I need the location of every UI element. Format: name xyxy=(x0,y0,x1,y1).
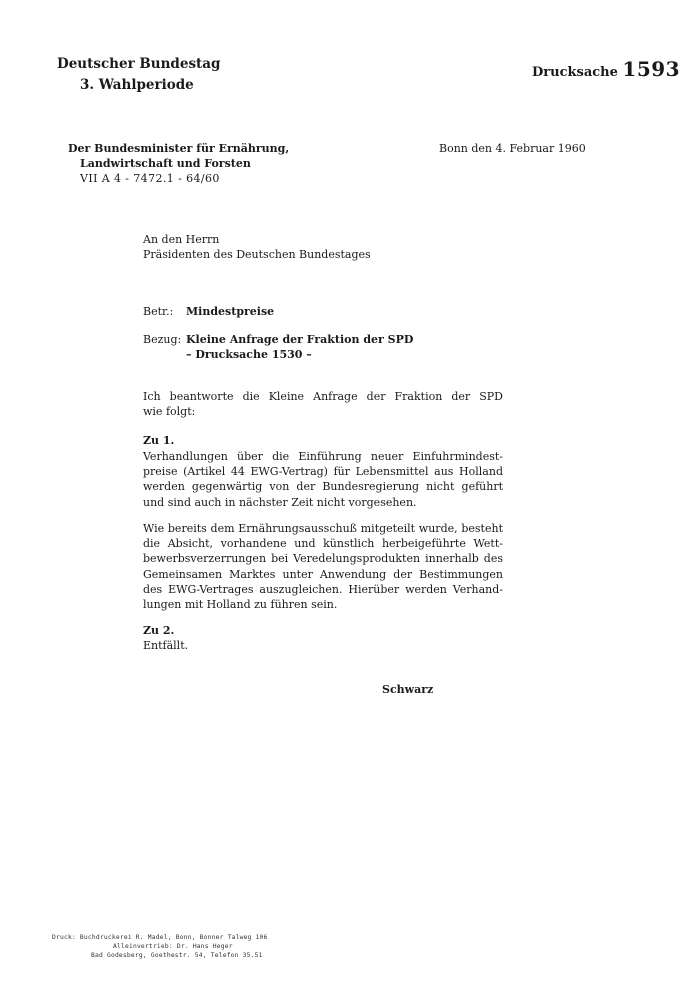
document-number: 1593 xyxy=(622,57,681,81)
institution-name: Deutscher Bundestag xyxy=(57,56,221,72)
sender-reference: VII A 4 - 7472.1 - 64/60 xyxy=(80,172,220,185)
recipient-line-1: An den Herrn xyxy=(143,233,220,246)
reference-value-line-1: Kleine Anfrage der Fraktion der SPD xyxy=(186,333,414,346)
paragraph-line: Wie bereits dem Ernährungsausschuß mitgeteilt wurde, besteht xyxy=(143,522,503,535)
subject-label: Betr.: xyxy=(143,305,174,318)
intro-paragraph xyxy=(143,389,503,419)
document-label: Drucksache xyxy=(532,65,618,80)
printer-imprint-line-2: Alleinvertrieb: Dr. Hans Heger xyxy=(113,943,233,950)
answer-2-text: Entfällt. xyxy=(143,639,189,652)
answer-1-heading: Zu 1. xyxy=(143,434,175,447)
sender-line-2: Landwirtschaft und Forsten xyxy=(80,157,251,170)
answer-2-heading: Zu 2. xyxy=(143,624,175,637)
legislative-period: 3. Wahlperiode xyxy=(80,77,194,93)
paragraph-line: die Absicht, vorhandene und künstlich herbeigeführte Wett- xyxy=(143,537,503,551)
subject-value: Mindestpreise xyxy=(186,305,275,318)
paragraph-line: werden gegenwärtig von der Bundesregierung nicht geführt xyxy=(143,480,503,494)
paragraph-line: bewerbsverzerrungen bei Veredelungsprodukten innerhalb des xyxy=(143,552,503,566)
paragraph-line: Gemeinsamen Marktes unter Anwendung der Bestimmungen xyxy=(143,567,503,581)
paragraph-line: preise (Artikel 44 EWG-Vertrag) für Lebensmittel aus Holland xyxy=(143,465,503,479)
answer-1-paragraph-2 xyxy=(143,521,503,612)
paragraph-line: lungen mit Holland zu führen sein. xyxy=(143,598,338,612)
signature: Schwarz xyxy=(382,683,434,696)
printer-imprint-line-1: Druck: Buchdruckerei R. Madel, Bonn, Bonner Talweg 106 xyxy=(52,934,268,941)
answer-1-paragraph-1 xyxy=(143,449,503,510)
paragraph-line: des EWG-Vertrages auszugleichen. Hierüber werden Verhand- xyxy=(143,582,503,596)
sender-line-1: Der Bundesminister für Ernährung, xyxy=(68,142,290,155)
reference-value-line-2: – Drucksache 1530 – xyxy=(186,348,312,361)
recipient-line-2: Präsidenten des Deutschen Bundestages xyxy=(143,248,371,261)
document-id xyxy=(532,57,680,81)
paragraph-line: und sind auch in nächster Zeit nicht vorgesehen. xyxy=(143,495,417,509)
intro-line: wie folgt: xyxy=(143,405,196,419)
reference-label: Bezug: xyxy=(143,333,182,346)
intro-line: Ich beantworte die Kleine Anfrage der Fraktion der SPD xyxy=(143,390,503,403)
paragraph-line: Verhandlungen über die Einführung neuer Einfuhrmindest- xyxy=(143,450,503,463)
letter-date: Bonn den 4. Februar 1960 xyxy=(439,142,586,155)
printer-imprint-line-3: Bad Godesberg, Goethestr. 54, Telefon 35.51 xyxy=(91,952,263,959)
